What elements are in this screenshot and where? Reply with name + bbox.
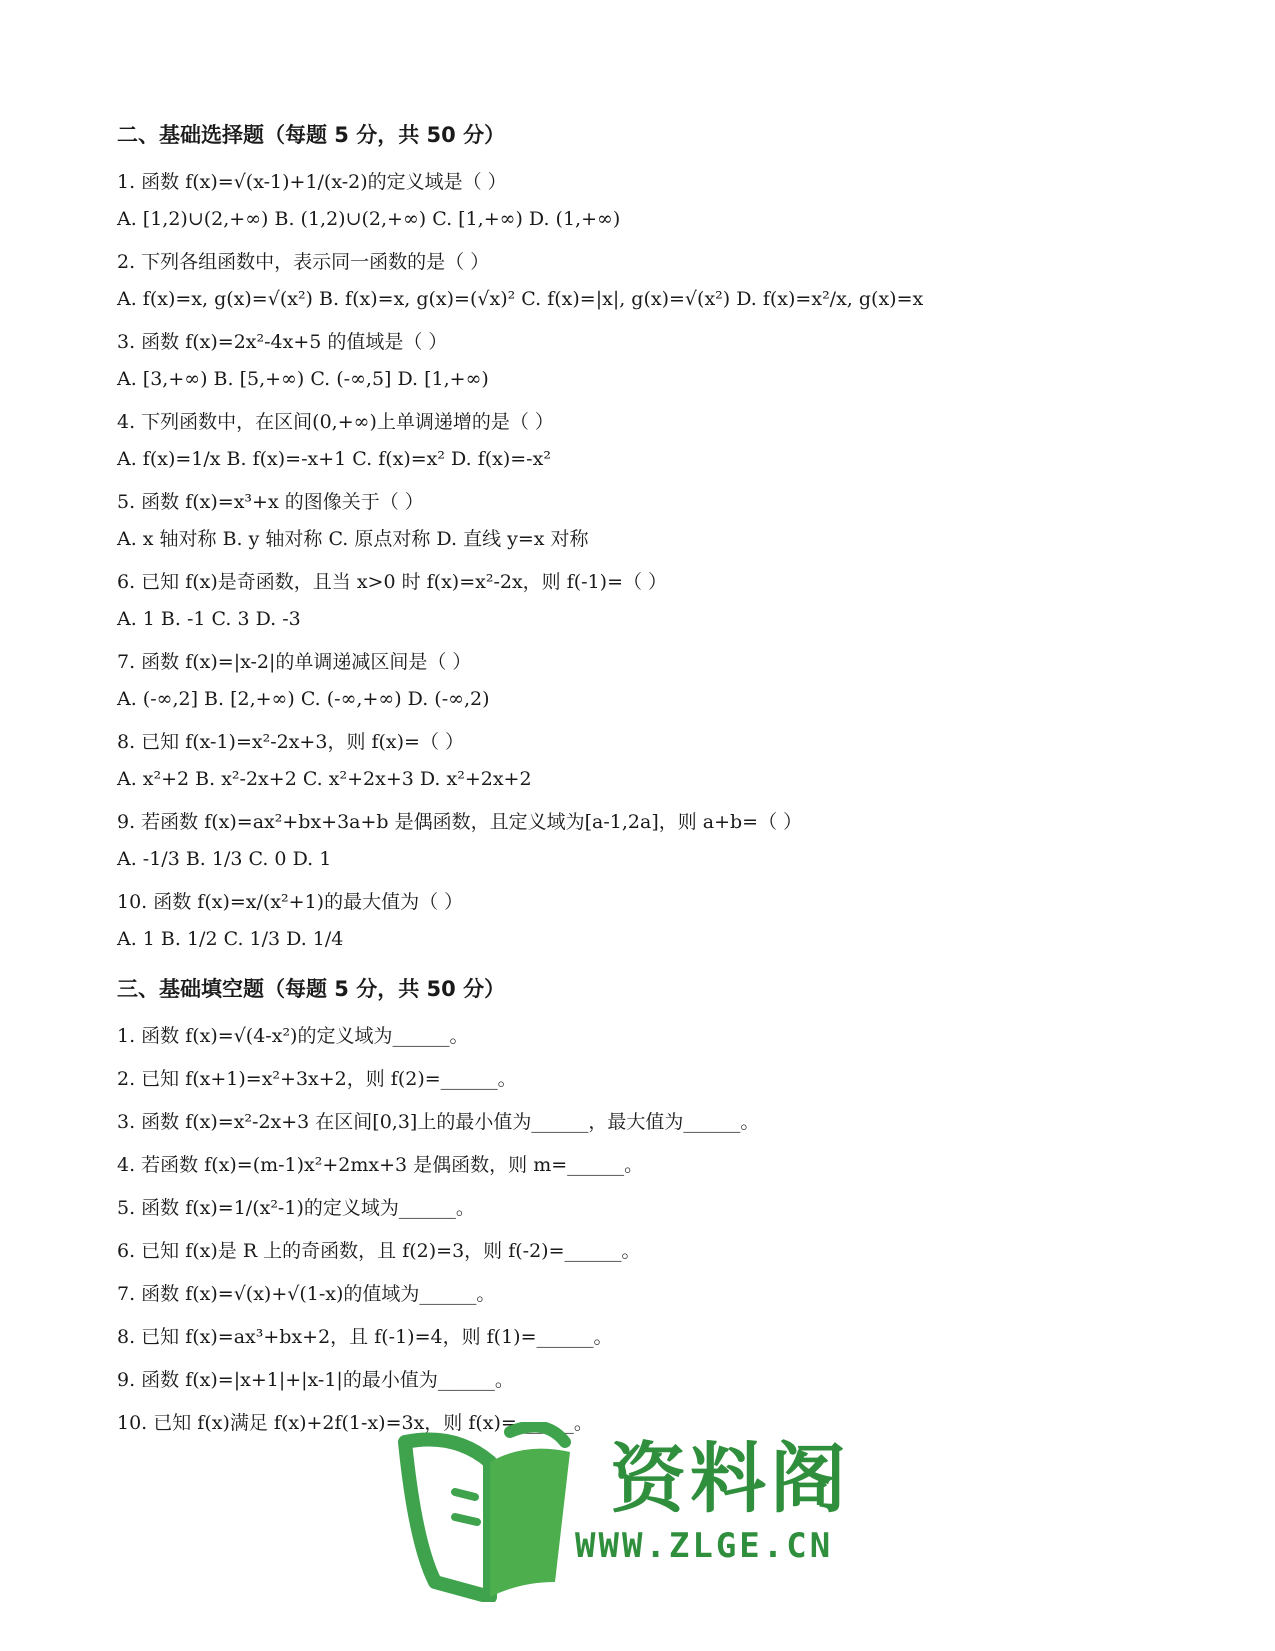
choice-question-stem: 8. 已知 f(x-1)=x²-2x+3，则 f(x)=（ ） — [117, 731, 465, 753]
choice-question-stem: 7. 函数 f(x)=|x-2|的单调递减区间是（ ） — [117, 651, 472, 673]
fill-question: 7. 函数 f(x)=√(x)+√(1-x)的值域为______。 — [117, 1283, 496, 1305]
worksheet — [117, 112, 1177, 1442]
choice-question-stem: 2. 下列各组函数中，表示同一函数的是（ ） — [117, 251, 490, 273]
fill-question: 6. 已知 f(x)是 R 上的奇函数，且 f(2)=3，则 f(-2)=______。 — [117, 1240, 641, 1262]
choice-question-stem: 5. 函数 f(x)=x³+x 的图像关于（ ） — [117, 491, 424, 513]
choice-question-stem: 3. 函数 f(x)=2x²-4x+5 的值域是（ ） — [117, 331, 448, 353]
choice-question-stem: 10. 函数 f(x)=x/(x²+1)的最大值为（ ） — [117, 891, 464, 913]
choice-question-options: A. (-∞,2] B. [2,+∞) C. (-∞,+∞) D. (-∞,2) — [117, 688, 490, 710]
section-title-choice: 二、基础选择题（每题 5 分，共 50 分） — [117, 123, 506, 147]
fill-question: 8. 已知 f(x)=ax³+bx+2，且 f(-1)=4，则 f(1)=______。 — [117, 1326, 613, 1348]
choice-question-stem: 9. 若函数 f(x)=ax²+bx+3a+b 是偶函数，且定义域为[a-1,2a]，则 a+b=（ ） — [117, 811, 803, 833]
choice-question-stem: 6. 已知 f(x)是奇函数，且当 x>0 时 f(x)=x²-2x，则 f(-1)=（ ） — [117, 571, 668, 593]
choice-question-options: A. 1 B. -1 C. 3 D. -3 — [117, 608, 301, 630]
choice-questions — [117, 164, 1177, 958]
choice-question-options: A. [1,2)∪(2,+∞) B. (1,2)∪(2,+∞) C. [1,+∞) D. (1,+∞) — [117, 208, 621, 230]
choice-question-options: A. 1 B. 1/2 C. 1/3 D. 1/4 — [117, 928, 344, 950]
watermark-url: WWW.ZLGE.CN — [575, 1526, 834, 1566]
open-book-logo-icon — [395, 1422, 595, 1602]
fill-question: 1. 函数 f(x)=√(4-x²)的定义域为______。 — [117, 1025, 469, 1047]
fill-questions — [117, 1018, 1177, 1442]
choice-question-options: A. x 轴对称 B. y 轴对称 C. 原点对称 D. 直线 y=x 对称 — [117, 528, 589, 550]
watermark — [395, 1422, 865, 1602]
section-title-fill: 三、基础填空题（每题 5 分，共 50 分） — [117, 977, 506, 1001]
choice-question-options: A. -1/3 B. 1/3 C. 0 D. 1 — [117, 848, 332, 870]
fill-question: 3. 函数 f(x)=x²-2x+3 在区间[0,3]上的最小值为______，最大值为______。 — [117, 1111, 760, 1133]
choice-question-options: A. x²+2 B. x²-2x+2 C. x²+2x+3 D. x²+2x+2 — [117, 768, 532, 790]
fill-question: 2. 已知 f(x+1)=x²+3x+2，则 f(2)=______。 — [117, 1068, 517, 1090]
fill-question: 10. 已知 f(x)满足 f(x)+2f(1-x)=3x，则 f(x)=______。 — [117, 1412, 593, 1434]
choice-question-stem: 1. 函数 f(x)=√(x-1)+1/(x-2)的定义域是（ ） — [117, 171, 507, 193]
fill-question: 9. 函数 f(x)=|x+1|+|x-1|的最小值为______。 — [117, 1369, 514, 1391]
choice-question-options: A. f(x)=x, g(x)=√(x²) B. f(x)=x, g(x)=(√x)² C. f(x)=|x|, g(x)=√(x²) D. f(x)=x²/x, g(x)=x — [117, 288, 924, 310]
watermark-name: 资料阁 — [610, 1434, 850, 1523]
choice-question-options: A. [3,+∞) B. [5,+∞) C. (-∞,5] D. [1,+∞) — [117, 368, 489, 390]
fill-question: 4. 若函数 f(x)=(m-1)x²+2mx+3 是偶函数，则 m=______。 — [117, 1154, 644, 1176]
choice-question-stem: 4. 下列函数中，在区间(0,+∞)上单调递增的是（ ） — [117, 411, 554, 433]
fill-question: 5. 函数 f(x)=1/(x²-1)的定义域为______。 — [117, 1197, 475, 1219]
choice-question-options: A. f(x)=1/x B. f(x)=-x+1 C. f(x)=x² D. f(x)=-x² — [117, 448, 551, 470]
